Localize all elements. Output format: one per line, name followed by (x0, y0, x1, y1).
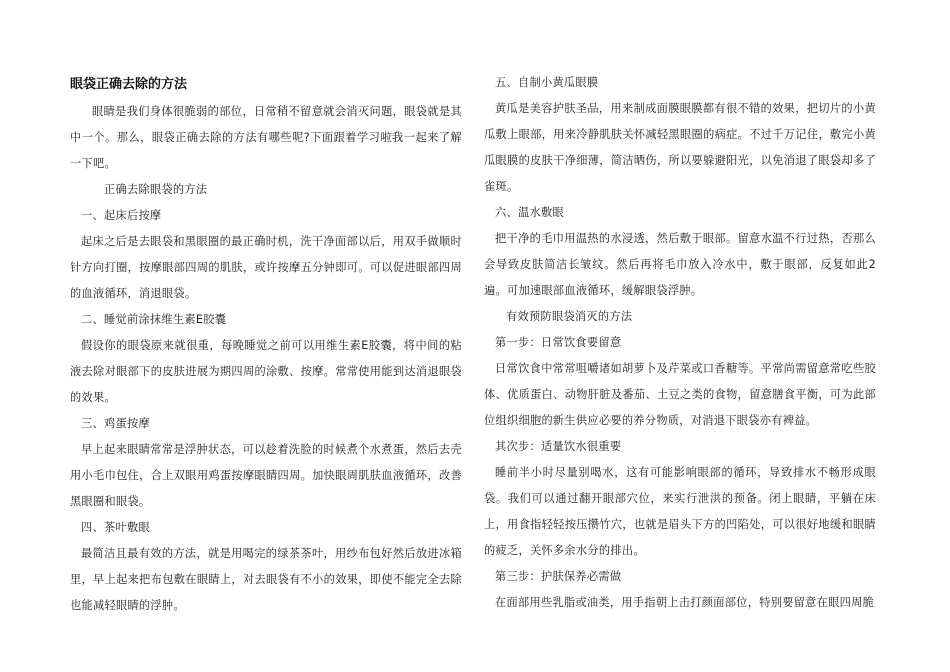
paragraph: 二、睡觉前涂抹维生素E胶囊 (81, 313, 227, 326)
paragraph: 日常饮食中常常咀嚼诸如胡萝卜及芹菜或口香糖等。平常尚需留意常吃些胶体、优质蛋白、动物肝脏及番茄、土豆之类的食物，留意膳食平衡，可为此部位组织细胞的新生供应必要的养分物质，对消退下眼袋亦有裨益。 (484, 362, 876, 427)
paragraph: 把干净的毛巾用温热的水浸透，然后敷于眼部。留意水温不行过热，否那么会导致皮肤简洁长皱纹。然后再将毛巾放入冷水中，敷于眼部，反复如此2遍。可加速眼部血液循环，缓解眼袋浮肿。 (484, 232, 876, 297)
paragraph: 睡前半小时尽量别喝水，这有可能影响眼部的循环，导致排水不畅形成眼袋。我们可以通过翻开眼部穴位，来实行泄洪的预备。闭上眼睛，平躺在床上，用食指轻轻按压攒竹穴，也就是眉头下方的凹陷处，可以很好地缓和眼睛的疲乏，关怀多余水分的排出。 (484, 466, 876, 557)
paragraph: 四、茶叶敷眼 (81, 521, 150, 534)
paragraph: 正确去除眼袋的方法 (104, 183, 208, 196)
paragraph: 有效预防眼袋消灭的方法 (506, 310, 633, 323)
paragraph: 第三步：护肤保养必需做 (495, 570, 622, 583)
right-column (484, 70, 876, 616)
paragraph: 五、自制小黄瓜眼膜 (495, 76, 599, 89)
paragraph: 假设你的眼袋原来就很重，每晚睡觉之前可以用维生素E胶囊，将中间的粘液去除对眼部下的皮肤进展为期四周的涂敷、按摩。常常使用能到达消退眼袋的效果。 (70, 339, 462, 404)
paragraph: 黄瓜是美容护肤圣品，用来制成面膜眼膜都有很不错的效果，把切片的小黄瓜敷上眼部，用来冷静肌肤关怀减轻黑眼圈的病症。不过千万记住，敷完小黄瓜眼膜的皮肤干净细薄，简洁晒伤，所以要躲避阳光，以免消退了眼袋却多了雀斑。 (484, 102, 876, 193)
paragraph: 其次步：适量饮水很重要 (495, 440, 622, 453)
left-column (70, 70, 462, 619)
paragraph: 第一步：日常饮食要留意 (495, 336, 622, 349)
paragraph: 最简洁且最有效的方法，就是用喝完的绿茶茶叶，用纱布包好然后放进冰箱里，早上起来把布包敷在眼睛上，对去眼袋有不小的效果，即使不能完全去除也能减轻眼睛的浮肿。 (70, 547, 462, 612)
paragraph: 六、温水敷眼 (495, 206, 564, 219)
paragraph: 三、鸡蛋按摩 (81, 417, 150, 430)
paragraph: 一、起床后按摩 (81, 209, 162, 222)
left-paragraphs (70, 99, 462, 619)
paragraph: 在面部用些乳脂或油类，用手指朝上击打颜面部位，特别要留意在眼四周脆 (495, 596, 875, 609)
paragraph: 早上起来眼睛常常是浮肿状态，可以趁着洗脸的时候煮个水煮蛋，然后去壳用小毛巾包住，合上双眼用鸡蛋按摩眼睛四周。加快眼周肌肤血液循环，改善黑眼圈和眼袋。 (70, 443, 462, 508)
document-title: 眼袋正确去除的方法 (70, 77, 188, 92)
paragraph: 起床之后是去眼袋和黑眼圈的最正确时机，洗干净面部以后，用双手做顺时针方向打圈，按摩眼部四周的肌肤，或许按摩五分钟即可。可以促进眼部四周的血液循环，消退眼袋。 (70, 235, 462, 300)
paragraph: 眼睛是我们身体很脆弱的部位，日常稍不留意就会消灭问题，眼袋就是其中一个。那么，眼袋正确去除的方法有哪些呢?下面跟着学习啦我一起来了解一下吧。 (70, 105, 462, 170)
right-paragraphs (484, 70, 876, 616)
